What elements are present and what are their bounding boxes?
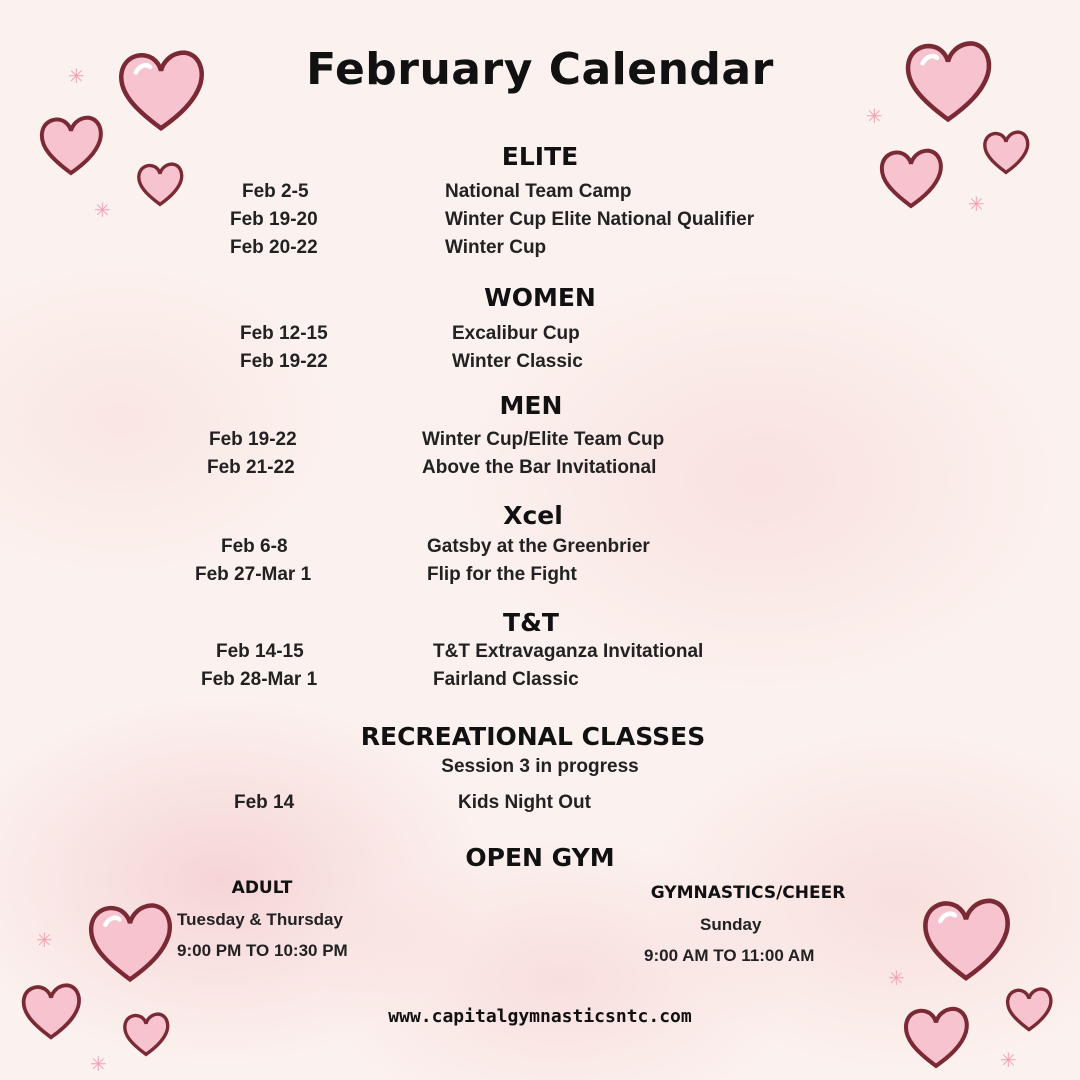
- heart-icon: [38, 112, 104, 178]
- section-heading-tt: T&T: [503, 608, 559, 637]
- event-date: Feb 6-8: [221, 536, 288, 557]
- section-heading-xcel: Xcel: [503, 501, 563, 530]
- event-date: Feb 28-Mar 1: [201, 669, 318, 690]
- sparkle-icon: ✳: [1000, 1048, 1017, 1072]
- session-status: Session 3 in progress: [441, 756, 639, 777]
- gymnastics-cheer-time: 9:00 AM TO 11:00 AM: [644, 946, 815, 965]
- adult-time: 9:00 PM TO 10:30 PM: [177, 941, 348, 960]
- gymnastics-cheer-days: Sunday: [700, 915, 762, 934]
- event-name: Kids Night Out: [458, 792, 591, 813]
- event-name: Flip for the Fight: [427, 564, 577, 585]
- event-date: Feb 14-15: [216, 641, 304, 662]
- event-date: Feb 19-22: [240, 351, 328, 372]
- event-date: Feb 20-22: [230, 237, 318, 258]
- website-url[interactable]: www.capitalgymnasticsntc.com: [388, 1006, 692, 1027]
- event-name: Winter Classic: [452, 351, 583, 372]
- event-name: Winter Cup/Elite Team Cup: [422, 429, 665, 450]
- event-name: T&T Extravaganza Invitational: [433, 641, 704, 662]
- event-date: Feb 21-22: [207, 457, 295, 478]
- event-date: Feb 19-20: [230, 209, 318, 230]
- event-name: Gatsby at the Greenbrier: [427, 536, 650, 557]
- event-name: Fairland Classic: [433, 669, 579, 690]
- event-date: Feb 2-5: [242, 181, 309, 202]
- adult-label: ADULT: [231, 878, 293, 898]
- event-name: Winter Cup Elite National Qualifier: [445, 209, 755, 230]
- sparkle-icon: ✳: [866, 104, 883, 128]
- sparkle-icon: ✳: [90, 1052, 107, 1076]
- sparkle-icon: ✳: [68, 64, 85, 88]
- section-heading-open-gym: OPEN GYM: [465, 843, 615, 872]
- heart-icon: [878, 146, 944, 210]
- sparkle-icon: ✳: [94, 198, 111, 222]
- event-date: Feb 12-15: [240, 323, 328, 344]
- event-date: Feb 14: [234, 792, 295, 813]
- gymnastics-cheer-label: GYMNASTICS/CHEER: [650, 883, 846, 903]
- event-name: Above the Bar Invitational: [422, 457, 657, 478]
- heart-icon: [982, 128, 1030, 176]
- event-name: National Team Camp: [445, 181, 632, 202]
- event-name: Winter Cup: [445, 237, 547, 258]
- adult-days: Tuesday & Thursday: [177, 910, 343, 929]
- section-heading-elite: ELITE: [501, 142, 579, 171]
- section-heading-men: MEN: [499, 391, 563, 420]
- sparkle-icon: ✳: [36, 928, 53, 952]
- event-date: Feb 19-22: [209, 429, 297, 450]
- section-heading-recreational: RECREATIONAL CLASSES: [360, 722, 706, 751]
- heart-icon: [920, 894, 1012, 984]
- section-heading-women: WOMEN: [484, 283, 596, 312]
- page-title: February Calendar: [306, 44, 774, 95]
- event-date: Feb 27-Mar 1: [195, 564, 312, 585]
- event-name: Excalibur Cup: [452, 323, 580, 344]
- heart-icon: [136, 160, 184, 208]
- heart-icon: [86, 898, 174, 986]
- sparkle-icon: ✳: [888, 966, 905, 990]
- sparkle-icon: ✳: [968, 192, 985, 216]
